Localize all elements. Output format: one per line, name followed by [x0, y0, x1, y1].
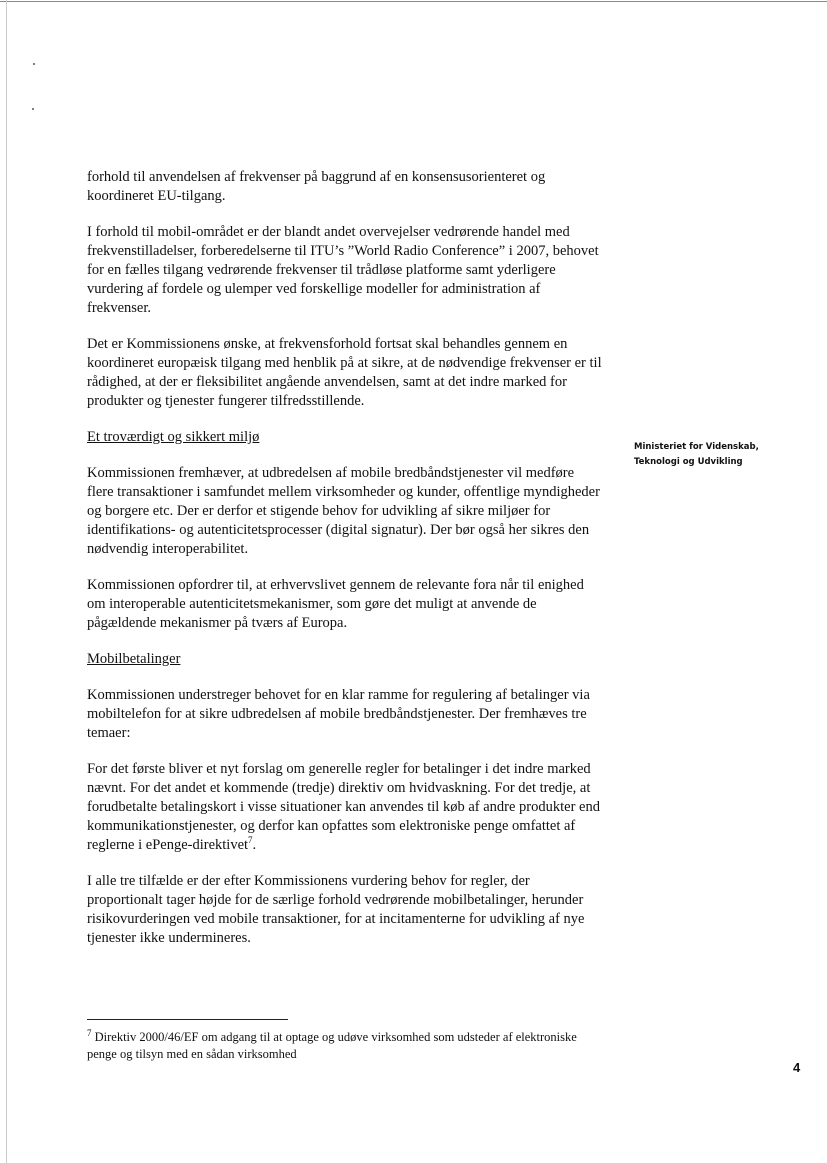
- footnote-number: 7: [87, 1027, 92, 1038]
- page-number: 4: [793, 1060, 801, 1075]
- paragraph: I alle tre tilfælde er der efter Kommissionens vurdering behov for regler, der proportionalt tager højde for de særlige forhold vedrørende mobilbetalinger, herunder risikovurderingen ved mobile transaktioner, for at incitamenterne for udvikling af nye tjenester ikke undermineres.: [87, 873, 585, 946]
- paragraph-text: For det første bliver et nyt forslag om generelle regler for betalinger i det indre marked nævnt. For det andet et kommende (tredje) direktiv om hvidvaskning. For det tredje, at forudbetalte betalingskort i visse situationer kan anvendes til køb af andre produkter end kommunikationstjenester, og derfor kan opfattes som elektroniske penge omfattet af reglerne i ePenge-direktivet: [87, 761, 600, 853]
- section-heading: Et troværdigt og sikkert miljø: [87, 429, 260, 445]
- section-heading: Mobilbetalinger: [87, 651, 181, 667]
- paragraph: I forhold til mobil-området er der blandt andet overvejelser vedrørende handel med frekvenstilladelser, forberedelserne til ITU’s ”World Radio Conference” i 2007, behovet for en fælles tilgang vedrørende frekvenser til trådløse platforme samt yderligere vurdering af fordele og ulemper ved forskellige modeller for administration af frekvenser.: [87, 224, 599, 316]
- footnote: [87, 1029, 607, 1063]
- ministry-line-1: Ministeriet for Videnskab,: [634, 442, 759, 452]
- paragraph: Det er Kommissionens ønske, at frekvensforhold fortsat skal behandles gennem en koordineret europæisk tilgang med henblik på at sikre, at de nødvendige frekvenser er til rådighed, at der er fleksibilitet angående anvendelsen, samt at det indre marked for produkter og tjenester fungerer tilfredsstillende.: [87, 336, 602, 409]
- paragraph: [87, 760, 602, 855]
- paragraph-end: .: [252, 837, 257, 853]
- top-border-line: [0, 1, 827, 2]
- footnote-separator: [87, 1019, 288, 1020]
- paragraph: forhold til anvendelsen af frekvenser på baggrund af en konsensusorienteret og koordineret EU-tilgang.: [87, 169, 546, 204]
- ministry-line-2: Teknologi og Udvikling: [634, 457, 743, 467]
- scan-speck: [33, 63, 35, 65]
- paragraph: Kommissionen opfordrer til, at erhvervslivet gennem de relevante fora når til enighed om interoperable autenticitetsmekanismer, som gøre det muligt at anvende de pågældende mekanismer på tværs af Europa.: [87, 577, 584, 631]
- scan-speck: [32, 108, 34, 110]
- left-border-line: [6, 0, 7, 1163]
- document-body: [87, 168, 602, 965]
- ministry-margin-note: [634, 440, 804, 470]
- paragraph: Kommissionen understreger behovet for en klar ramme for regulering af betalinger via mobiltelefon for at sikre udbredelsen af mobile bredbåndstjenester. Der fremhæves tre temaer:: [87, 687, 590, 741]
- footnote-reference[interactable]: 7: [248, 835, 253, 846]
- footnote-text: Direktiv 2000/46/EF om adgang til at optage og udøve virksomhed som udsteder af elektroniske penge og tilsyn med en sådan virksomhed: [87, 1030, 577, 1061]
- paragraph: Kommissionen fremhæver, at udbredelsen af mobile bredbåndstjenester vil medføre flere transaktioner i samfundet mellem virksomheder og kunder, offentlige myndigheder og borgere etc. Der er derfor et stigende behov for udvikling af sikre miljøer for identifikations- og autenticitetsprocesser (digital signatur). Der bør også her sikres den nødvendig interoperabilitet.: [87, 465, 600, 557]
